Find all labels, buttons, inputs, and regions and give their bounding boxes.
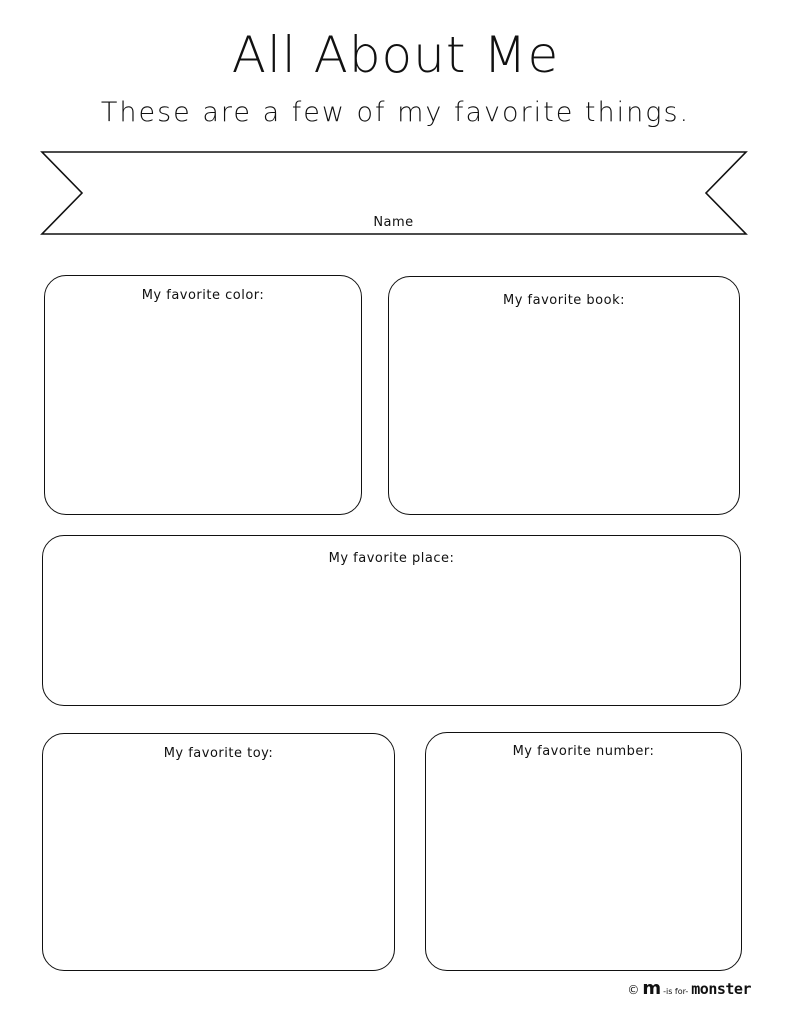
brand-logo-word: monster <box>691 980 751 998</box>
page-subtitle: These are a few of my favorite things. <box>100 97 691 128</box>
favorite-number-label: My favorite number: <box>512 744 655 759</box>
brand-logo-m: m <box>642 978 661 999</box>
brand-logo-is-for: -is for- <box>663 987 689 996</box>
favorite-book-box[interactable] <box>388 276 740 515</box>
name-label: Name <box>373 215 414 230</box>
favorite-toy-label: My favorite toy: <box>163 746 274 761</box>
brand-footer <box>627 978 751 999</box>
favorite-color-label: My favorite color: <box>141 288 265 303</box>
favorite-place-label: My favorite place: <box>328 551 455 566</box>
favorite-book-label: My favorite book: <box>503 293 625 308</box>
page-title: All About Me <box>231 26 560 84</box>
favorite-number-box[interactable] <box>425 732 742 971</box>
copyright-symbol: © <box>627 983 640 997</box>
favorite-place-box[interactable] <box>42 535 741 706</box>
favorite-color-box[interactable] <box>44 275 362 515</box>
favorite-toy-box[interactable] <box>42 733 395 971</box>
